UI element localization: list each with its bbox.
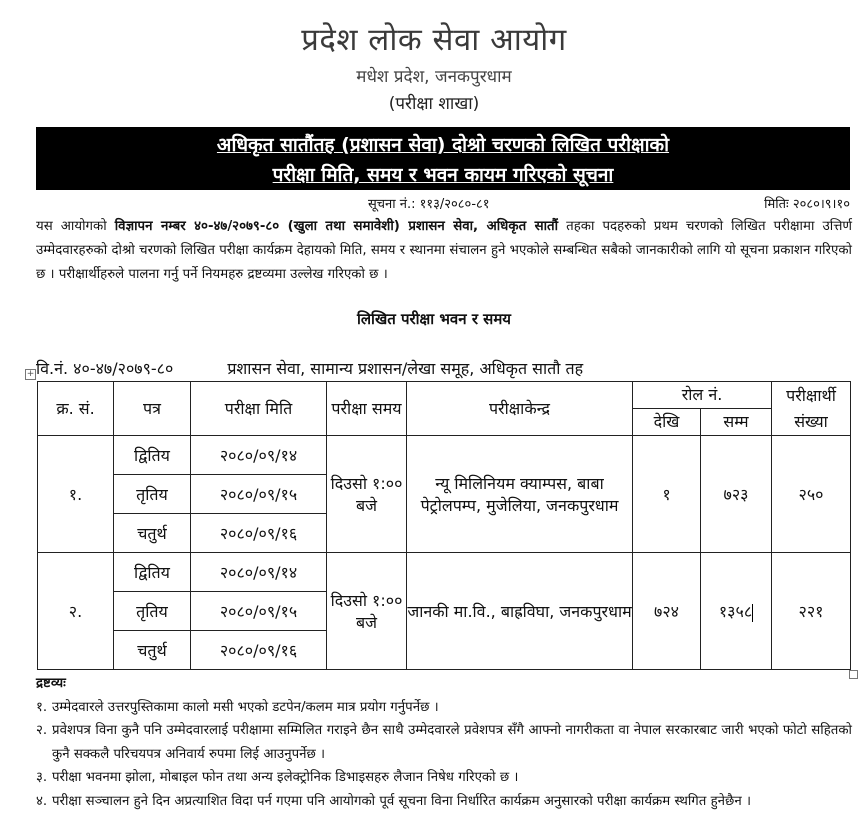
notice-title-banner: [36, 127, 850, 190]
roll-to-cell: ७२३: [701, 436, 772, 553]
date-cell: २०८०/०९/१४: [191, 553, 327, 592]
header-exam-date: परीक्षा मिति: [191, 382, 327, 436]
note-number: १.: [36, 699, 48, 715]
date-cell: २०८०/०९/१६: [191, 631, 327, 670]
list-item: [36, 719, 852, 766]
note-text: प्रवेशपत्र विना कुनै पनि उम्मेदवारलाई परीक्षामा सम्मिलित गराइने छैन साथै उम्मेदवारले प्रवेशपत्र सँगै आफ्नो नागरीकता वा नेपाल सरकारबाट जारी भएको फोटो सहितको कुनै सक्कलै परिचयपत्र अनिवार्य रुपमा लिई आउनुपर्नेछ ।: [52, 723, 852, 762]
intro-text-2: तहका पदहरुको प्रथम चरणको लिखित परीक्षामा उत्तिर्ण उम्मेदवारहरुको दोश्रो चरणको लिखित परीक्षा कार्यक्रम देहायको मिति, समय र स्थानमा संचालन हुने भएकोले सम्बन्धित सबैको जानकारीको लागि यो सूचना प्रकाशन गरिएको छ । परीक्षार्थीहरुले पालना गर्नु पर्ने नियमहरु द्रष्टव्यमा उल्लेख गरिएको छ ।: [36, 219, 852, 282]
notice-title-line2: परीक्षा मिति, समय र भवन कायम गरिएको सूचना: [272, 164, 614, 186]
paper-cell: द्वितिय: [114, 553, 191, 592]
header-exam-time: परीक्षा समय: [327, 382, 407, 436]
list-item: [36, 696, 852, 720]
intro-bold-text: विज्ञापन नम्बर ४०-४७/२०७९-८० (खुला तथा समावेशी) प्रशासन सेवा, अधिकृत सातौं: [114, 219, 559, 234]
date-cell: २०८०/०९/१५: [191, 475, 327, 514]
note-number: ४.: [36, 793, 48, 809]
time-cell: दिउसो १:०० बजे: [327, 436, 407, 553]
list-item: [36, 766, 852, 790]
notice-title-line1: अधिकृत सातौंतह (प्रशासन सेवा) दोश्रो चरणको लिखित परीक्षाको: [216, 134, 670, 156]
header-roll-number: रोल नं.: [633, 382, 772, 409]
roll-to-cell[interactable]: [701, 553, 772, 670]
date-cell: २०८०/०९/१५: [191, 592, 327, 631]
notice-date: मितिः २०८०।९।१०: [764, 197, 850, 212]
branch-name: (परीक्षा शाखा): [388, 94, 480, 114]
time-cell: दिउसो १:०० बजे: [327, 553, 407, 670]
paper-cell: तृतिय: [114, 592, 191, 631]
table-move-handle-icon[interactable]: +: [26, 369, 35, 379]
roll-from-cell: १: [633, 436, 701, 553]
header-candidate-count: परीक्षार्थी संख्या: [772, 382, 851, 436]
organization-location: मधेश प्रदेश, जनकपुरधाम: [356, 67, 512, 87]
roll-from-cell: ७२४: [633, 553, 701, 670]
serial-cell: १.: [38, 436, 114, 553]
list-item: [36, 790, 852, 814]
exam-schedule-table: [37, 381, 851, 670]
paper-cell: चतुर्थ: [114, 631, 191, 670]
intro-paragraph: [36, 215, 852, 287]
organization-title: प्रदेश लोक सेवा आयोग: [301, 22, 567, 58]
count-cell: २२१: [772, 553, 851, 670]
note-number: २.: [36, 723, 48, 738]
note-text: परीक्षा सञ्चालन हुने दिन अप्रत्याशित विदा पर्न गएमा पनि आयोगको पूर्व सूचना विना निर्धारित कार्यक्रम अनुसारको परीक्षा कार्यक्रम स्थगित हुनेछैन ।: [52, 793, 751, 809]
count-cell: २५०: [772, 436, 851, 553]
advertisement-line: [36, 357, 583, 379]
serial-cell: २.: [38, 553, 114, 670]
intro-text-1: यस आयोगको: [36, 219, 115, 234]
text-cursor: [752, 604, 753, 622]
header-roll-to: सम्म: [701, 409, 772, 436]
notes-section: [36, 672, 852, 813]
header-roll-from: देखि: [633, 409, 701, 436]
section-heading: लिखित परीक्षा भवन र समय: [357, 310, 511, 328]
service-group: प्रशासन सेवा, सामान्य प्रशासन/लेखा समूह, अधिकृत सातौ तह: [227, 359, 584, 378]
paper-cell: तृतिय: [114, 475, 191, 514]
header-exam-centre: परीक्षाकेन्द्र: [407, 382, 633, 436]
centre-cell: जानकी मा.वि., बाह्रविघा, जनकपुरधाम: [407, 553, 633, 670]
roll-to-value: १३५८: [718, 602, 753, 621]
centre-cell: न्यू मिलिनियम क्याम्पस, बाबा पेट्रोलपम्प, मुजेलिया, जनकपुरधाम: [407, 436, 633, 553]
notes-heading: द्रष्टव्यः: [36, 676, 66, 691]
header-paper: पत्र: [114, 382, 191, 436]
notice-number: सूचना नं.: ११३/२०८०-८१: [368, 197, 490, 212]
note-text: परीक्षा भवनमा झोला, मोबाइल फोन तथा अन्य इलेक्ट्रोनिक डिभाइसहरु लैजान निषेध गरिएको छ ।: [52, 770, 519, 785]
date-cell: २०८०/०९/१६: [191, 514, 327, 553]
table-row: [38, 553, 851, 592]
paper-cell: चतुर्थ: [114, 514, 191, 553]
header-serial: क्र. सं.: [38, 382, 114, 436]
paper-cell: द्वितिय: [114, 436, 191, 475]
note-number: ३.: [36, 770, 48, 785]
note-text: उम्मेदवारले उत्तरपुस्तिकामा कालो मसी भएको डटपेन/कलम मात्र प्रयोग गर्नुपर्नेछ ।: [52, 699, 439, 715]
table-row: [38, 436, 851, 475]
advertisement-number: वि.नं. ४०-४७/२०७९-८०: [36, 359, 174, 378]
date-cell: २०८०/०९/१४: [191, 436, 327, 475]
